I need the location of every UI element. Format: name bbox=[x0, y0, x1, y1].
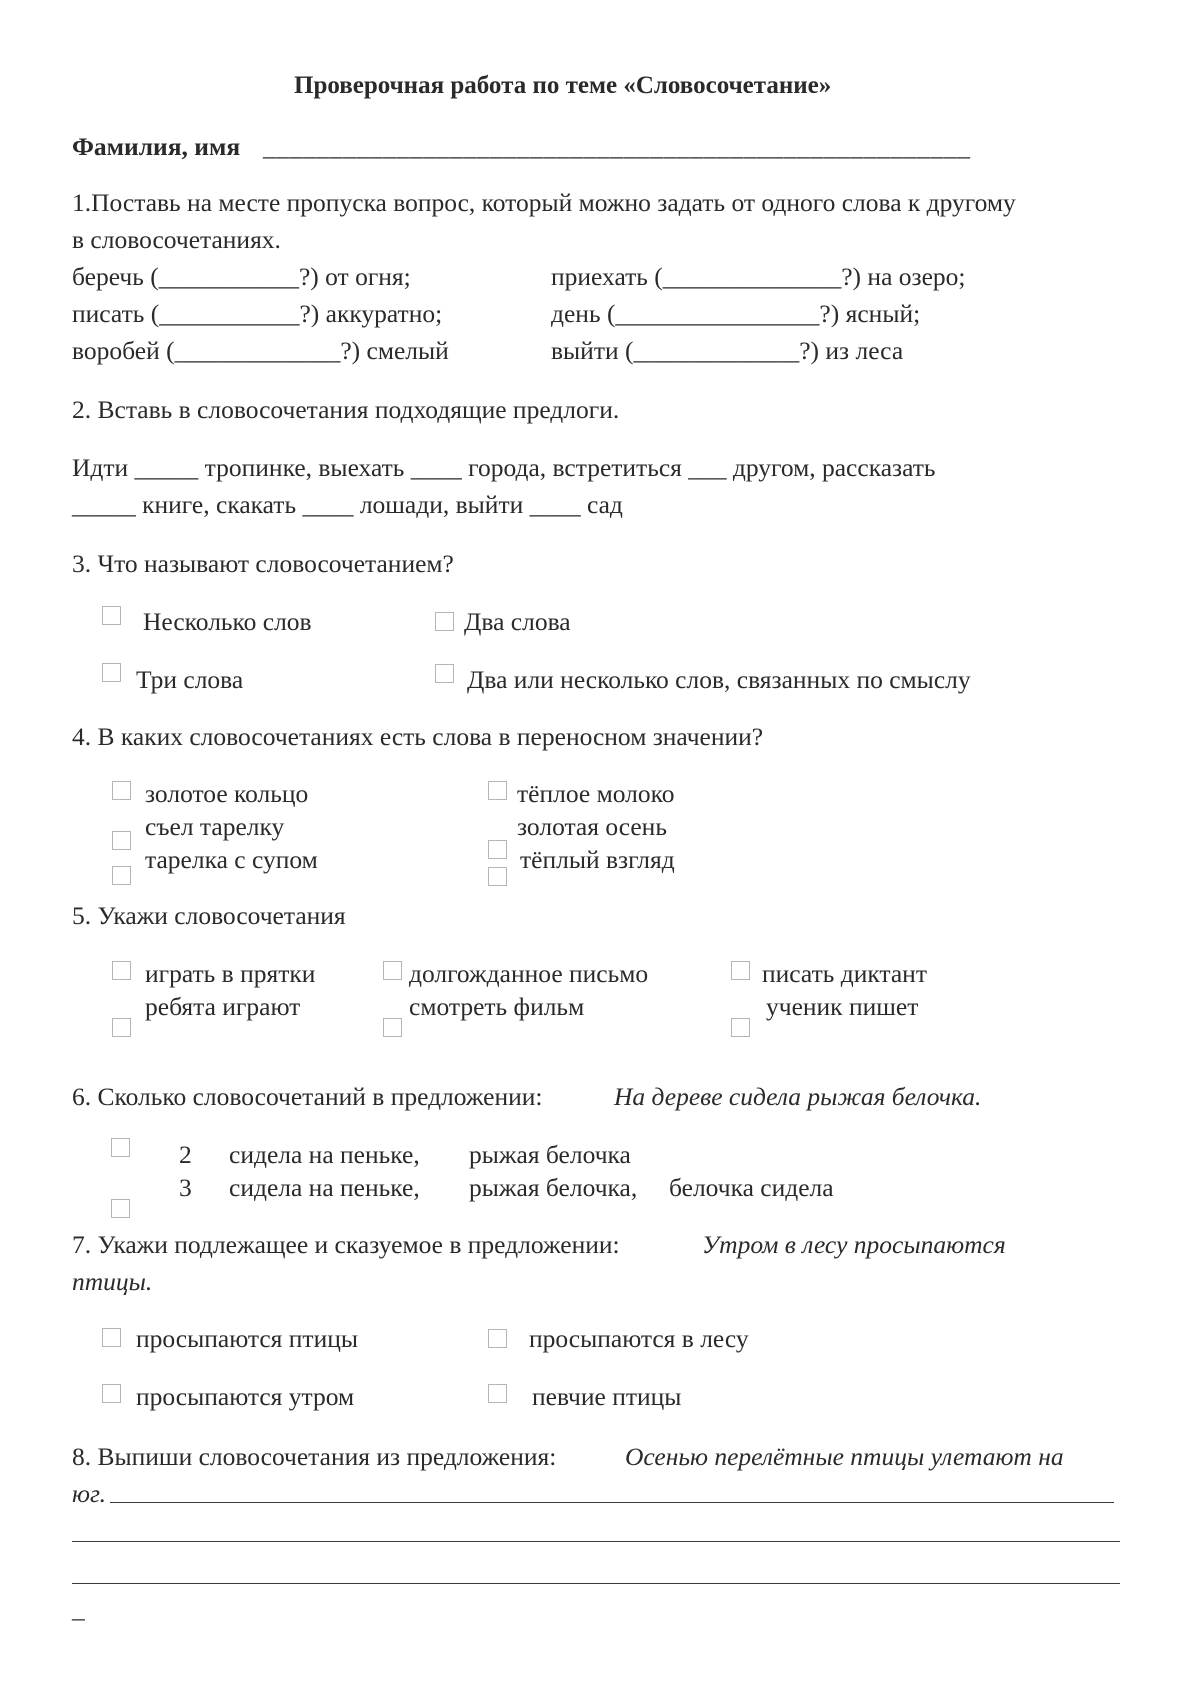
q3-option-2-checkbox[interactable] bbox=[435, 612, 454, 631]
q6-option-1-number: 2 bbox=[179, 1140, 192, 1169]
q3-option-3-checkbox[interactable] bbox=[102, 663, 121, 682]
q4-left-2-label: съел тарелку bbox=[145, 812, 285, 841]
q4-right-1-label: тёплое молоко bbox=[517, 779, 675, 808]
q8-tail-mark: _ bbox=[72, 1594, 85, 1623]
q3-text: 3. Что называют словосочетанием? bbox=[72, 549, 454, 578]
q7-text: 7. Укажи подлежащее и сказуемое в предложении: bbox=[72, 1230, 620, 1259]
q7-option-3-label: просыпаются утром bbox=[136, 1382, 355, 1411]
q4-right-1-checkbox[interactable] bbox=[488, 781, 507, 800]
q1-item-right-2[interactable]: день (________________?) ясный; bbox=[551, 299, 921, 328]
q2-text: 2. Вставь в словосочетания подходящие предлоги. bbox=[72, 395, 620, 424]
q5-col1-2-label: ребята играют bbox=[145, 992, 301, 1021]
q4-right-3-label: тёплый взгляд bbox=[520, 845, 675, 874]
q1-item-left-1[interactable]: беречь (___________?) от огня; bbox=[72, 262, 411, 291]
name-label: Фамилия, имя bbox=[72, 132, 241, 161]
q6-option-1-b: рыжая белочка bbox=[469, 1140, 631, 1169]
q4-right-2-checkbox[interactable] bbox=[488, 840, 507, 859]
q7-option-2-checkbox[interactable] bbox=[488, 1329, 507, 1348]
q4-left-1-checkbox[interactable] bbox=[112, 781, 131, 800]
q3-option-2-label: Два слова bbox=[464, 607, 571, 636]
q7-option-1-checkbox[interactable] bbox=[102, 1328, 121, 1347]
q6-text: 6. Сколько словосочетаний в предложении: bbox=[72, 1082, 543, 1111]
q8-answer-line-3[interactable] bbox=[72, 1583, 1120, 1584]
q6-option-2-b: рыжая белочка, bbox=[469, 1173, 638, 1202]
q1-text-line1: 1.Поставь на месте пропуска вопрос, который можно задать от одного слова к другому bbox=[72, 188, 1016, 217]
q5-col3-1-label: писать диктант bbox=[762, 959, 927, 988]
q3-option-1-label: Несколько слов bbox=[143, 607, 312, 636]
q5-col2-1-checkbox[interactable] bbox=[383, 961, 402, 980]
q8-sentence-part1: Осенью перелётные птицы улетают на bbox=[625, 1442, 1064, 1471]
q4-right-3-checkbox[interactable] bbox=[488, 867, 507, 886]
q7-option-4-checkbox[interactable] bbox=[488, 1384, 507, 1403]
q5-col2-2-checkbox[interactable] bbox=[383, 1018, 402, 1037]
q6-option-1-a: сидела на пеньке, bbox=[229, 1140, 420, 1169]
q4-left-3-checkbox[interactable] bbox=[112, 866, 131, 885]
q1-item-right-1[interactable]: приехать (______________?) на озеро; bbox=[551, 262, 966, 291]
q7-option-1-label: просыпаются птицы bbox=[136, 1324, 359, 1353]
q1-text-line2: в словосочетаниях. bbox=[72, 225, 281, 254]
q8-text: 8. Выпиши словосочетания из предложения: bbox=[72, 1442, 557, 1471]
q2-line2[interactable]: _____ книге, скакать ____ лошади, выйти ____ сад bbox=[72, 490, 623, 519]
q7-option-4-label: певчие птицы bbox=[532, 1382, 682, 1411]
q5-col2-1-label: долгожданное письмо bbox=[409, 959, 649, 988]
q6-option-1-checkbox[interactable] bbox=[111, 1138, 130, 1157]
q4-left-2-checkbox[interactable] bbox=[112, 831, 131, 850]
q2-line1[interactable]: Идти _____ тропинке, выехать ____ города, встретиться ___ другом, рассказать bbox=[72, 453, 936, 482]
q8-answer-line-1[interactable] bbox=[110, 1502, 1114, 1503]
q1-item-left-3[interactable]: воробей (_____________?) смелый bbox=[72, 336, 449, 365]
q1-item-right-3[interactable]: выйти (_____________?) из леса bbox=[551, 336, 904, 365]
q5-col3-2-label: ученик пишет bbox=[766, 992, 919, 1021]
q4-left-1-label: золотое кольцо bbox=[145, 779, 309, 808]
q5-col1-1-checkbox[interactable] bbox=[112, 961, 131, 980]
q5-col2-2-label: смотреть фильм bbox=[409, 992, 585, 1021]
q6-option-2-checkbox[interactable] bbox=[111, 1199, 130, 1218]
q7-option-2-label: просыпаются в лесу bbox=[529, 1324, 749, 1353]
q6-option-2-number: 3 bbox=[179, 1173, 192, 1202]
q1-item-left-2[interactable]: писать (___________?) аккуратно; bbox=[72, 299, 443, 328]
q5-col1-1-label: играть в прятки bbox=[145, 959, 316, 988]
q7-option-3-checkbox[interactable] bbox=[102, 1384, 121, 1403]
q5-text: 5. Укажи словосочетания bbox=[72, 901, 346, 930]
q7-sentence-part1: Утром в лесу просыпаются bbox=[702, 1230, 1006, 1259]
q3-option-1-checkbox[interactable] bbox=[102, 606, 121, 625]
q8-sentence-part2: юг. bbox=[72, 1479, 106, 1508]
q5-col3-2-checkbox[interactable] bbox=[731, 1018, 750, 1037]
q3-option-4-checkbox[interactable] bbox=[435, 664, 454, 683]
q5-col1-2-checkbox[interactable] bbox=[112, 1018, 131, 1037]
q6-sentence: На дереве сидела рыжая белочка. bbox=[614, 1082, 982, 1111]
q4-text: 4. В каких словосочетаниях есть слова в переносном значении? bbox=[72, 722, 764, 751]
page-title: Проверочная работа по теме «Словосочетание» bbox=[294, 72, 832, 99]
q7-sentence-part2: птицы. bbox=[72, 1267, 153, 1296]
q5-col3-1-checkbox[interactable] bbox=[731, 961, 750, 980]
name-input-line[interactable]: _____________________________________________________ bbox=[263, 132, 971, 161]
q3-option-4-label: Два или несколько слов, связанных по смыслу bbox=[467, 665, 971, 694]
q4-left-3-label: тарелка с супом bbox=[145, 845, 318, 874]
q8-answer-line-2[interactable] bbox=[72, 1541, 1120, 1542]
q3-option-3-label: Три слова bbox=[136, 665, 244, 694]
q6-option-2-a: сидела на пеньке, bbox=[229, 1173, 420, 1202]
q4-right-2-label: золотая осень bbox=[517, 812, 667, 841]
q6-option-2-c: белочка сидела bbox=[669, 1173, 834, 1202]
